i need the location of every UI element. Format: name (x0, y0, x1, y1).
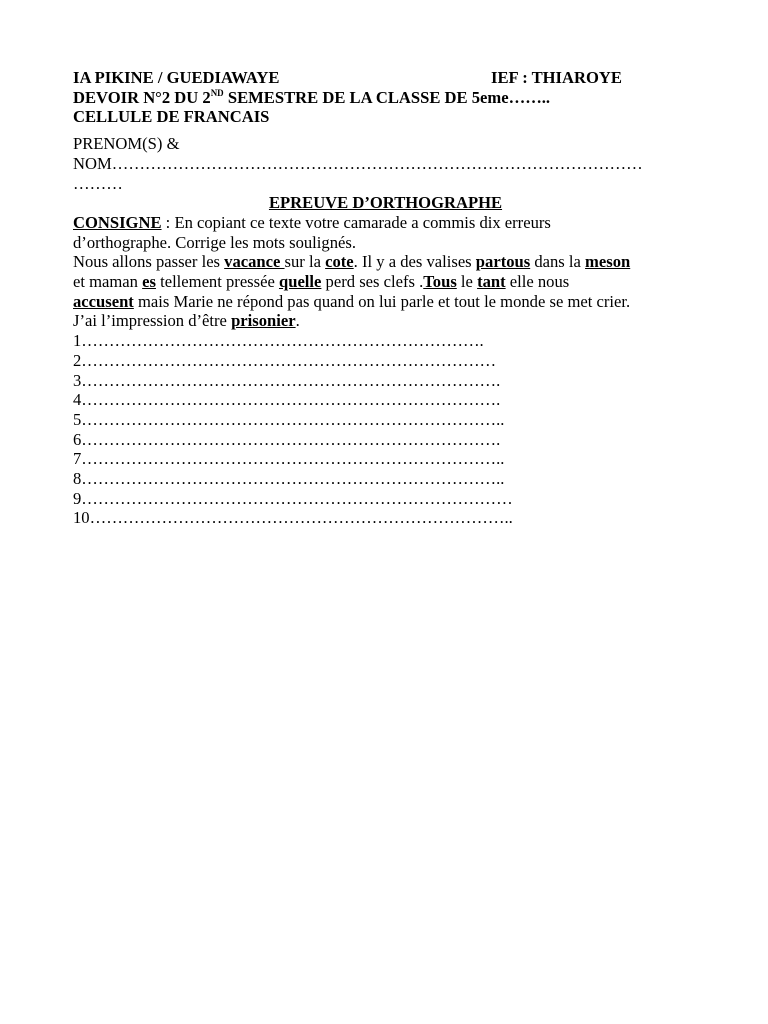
passage-text: dans la (530, 252, 586, 272)
passage-text: sur la (284, 252, 326, 272)
answer-line-2[interactable]: 2………………………………………………………………… (73, 350, 497, 370)
answer-line-7[interactable]: 7………………………………………………………………….. (73, 449, 505, 469)
ia-label: IA PIKINE / GUEDIAWAYE (73, 68, 280, 87)
passage-text: . (295, 311, 300, 331)
consigne-line-2: d’orthographe. Corrige les mots soulignés. (73, 232, 356, 252)
passage-text: . Il y a des valises (353, 252, 476, 272)
devoir-superscript: ND (210, 87, 224, 98)
error-word-tant: tant (477, 272, 506, 292)
prenom-label: PRENOM(S) & (73, 134, 180, 154)
passage-text: mais Marie ne répond pas quand on lui parle et tout le monde se met crier. (133, 291, 631, 311)
passage-line-2 (73, 272, 698, 292)
nom-field[interactable]: NOM…………………………………………………………………………………… (73, 153, 643, 173)
error-word-meson: meson (585, 252, 631, 272)
ief-label: IEF : THIAROYE (491, 68, 622, 87)
answer-line-6[interactable]: 6…………………………………………………………………. (73, 429, 501, 449)
exam-sheet (73, 68, 698, 528)
devoir-title (73, 88, 698, 108)
passage-text: J’ai l’impression d’être (73, 311, 232, 331)
answer-line-5[interactable]: 5………………………………………………………………….. (73, 409, 505, 429)
passage-line-1 (73, 252, 698, 272)
error-word-cote: cote (325, 252, 354, 272)
consigne-label: CONSIGNE (73, 212, 162, 232)
devoir-text-after: SEMESTRE DE LA CLASSE DE 5eme…….. (223, 87, 551, 107)
passage-text: Nous allons passer les (73, 252, 225, 272)
error-word-es: es (142, 272, 156, 292)
header-first-line (73, 68, 698, 88)
consigne-line (73, 213, 698, 233)
error-word-tous: Tous (423, 272, 457, 292)
answer-line-9[interactable]: 9…………………………………………………………………… (73, 488, 513, 508)
answer-line-3[interactable]: 3…………………………………………………………………. (73, 370, 501, 390)
passage-text: perd ses clefs . (321, 272, 424, 292)
passage-line-3 (73, 292, 698, 312)
answer-line-10[interactable]: 10………………………………………………………………….. (73, 508, 513, 528)
devoir-text-before: DEVOIR N°2 DU 2 (73, 87, 211, 107)
answer-line-1[interactable]: 1………………………………………………………………. (73, 331, 484, 351)
error-word-vacance: vacance (224, 252, 285, 272)
spacer (73, 127, 698, 134)
epreuve-title: EPREUVE D’ORTHOGRAPHE (268, 193, 503, 213)
passage-text: et maman (73, 272, 143, 292)
error-word-quelle: quelle (278, 272, 322, 292)
passage-line-4 (73, 311, 698, 331)
error-word-accusent: accusent (73, 291, 134, 311)
answer-line-4[interactable]: 4…………………………………………………………………. (73, 390, 501, 410)
nom-field-continued[interactable]: ……… (73, 173, 123, 193)
passage-text: le (456, 272, 478, 292)
passage-text: elle nous (505, 272, 570, 292)
error-word-partous: partous (475, 252, 531, 272)
cellule-label: CELLULE DE FRANCAIS (73, 107, 270, 127)
error-word-prisonier: prisonier (231, 311, 296, 331)
answer-line-8[interactable]: 8………………………………………………………………….. (73, 469, 505, 489)
passage-text: tellement pressée (155, 272, 279, 292)
consigne-text: : En copiant ce texte votre camarade a commis dix erreurs (161, 212, 551, 232)
